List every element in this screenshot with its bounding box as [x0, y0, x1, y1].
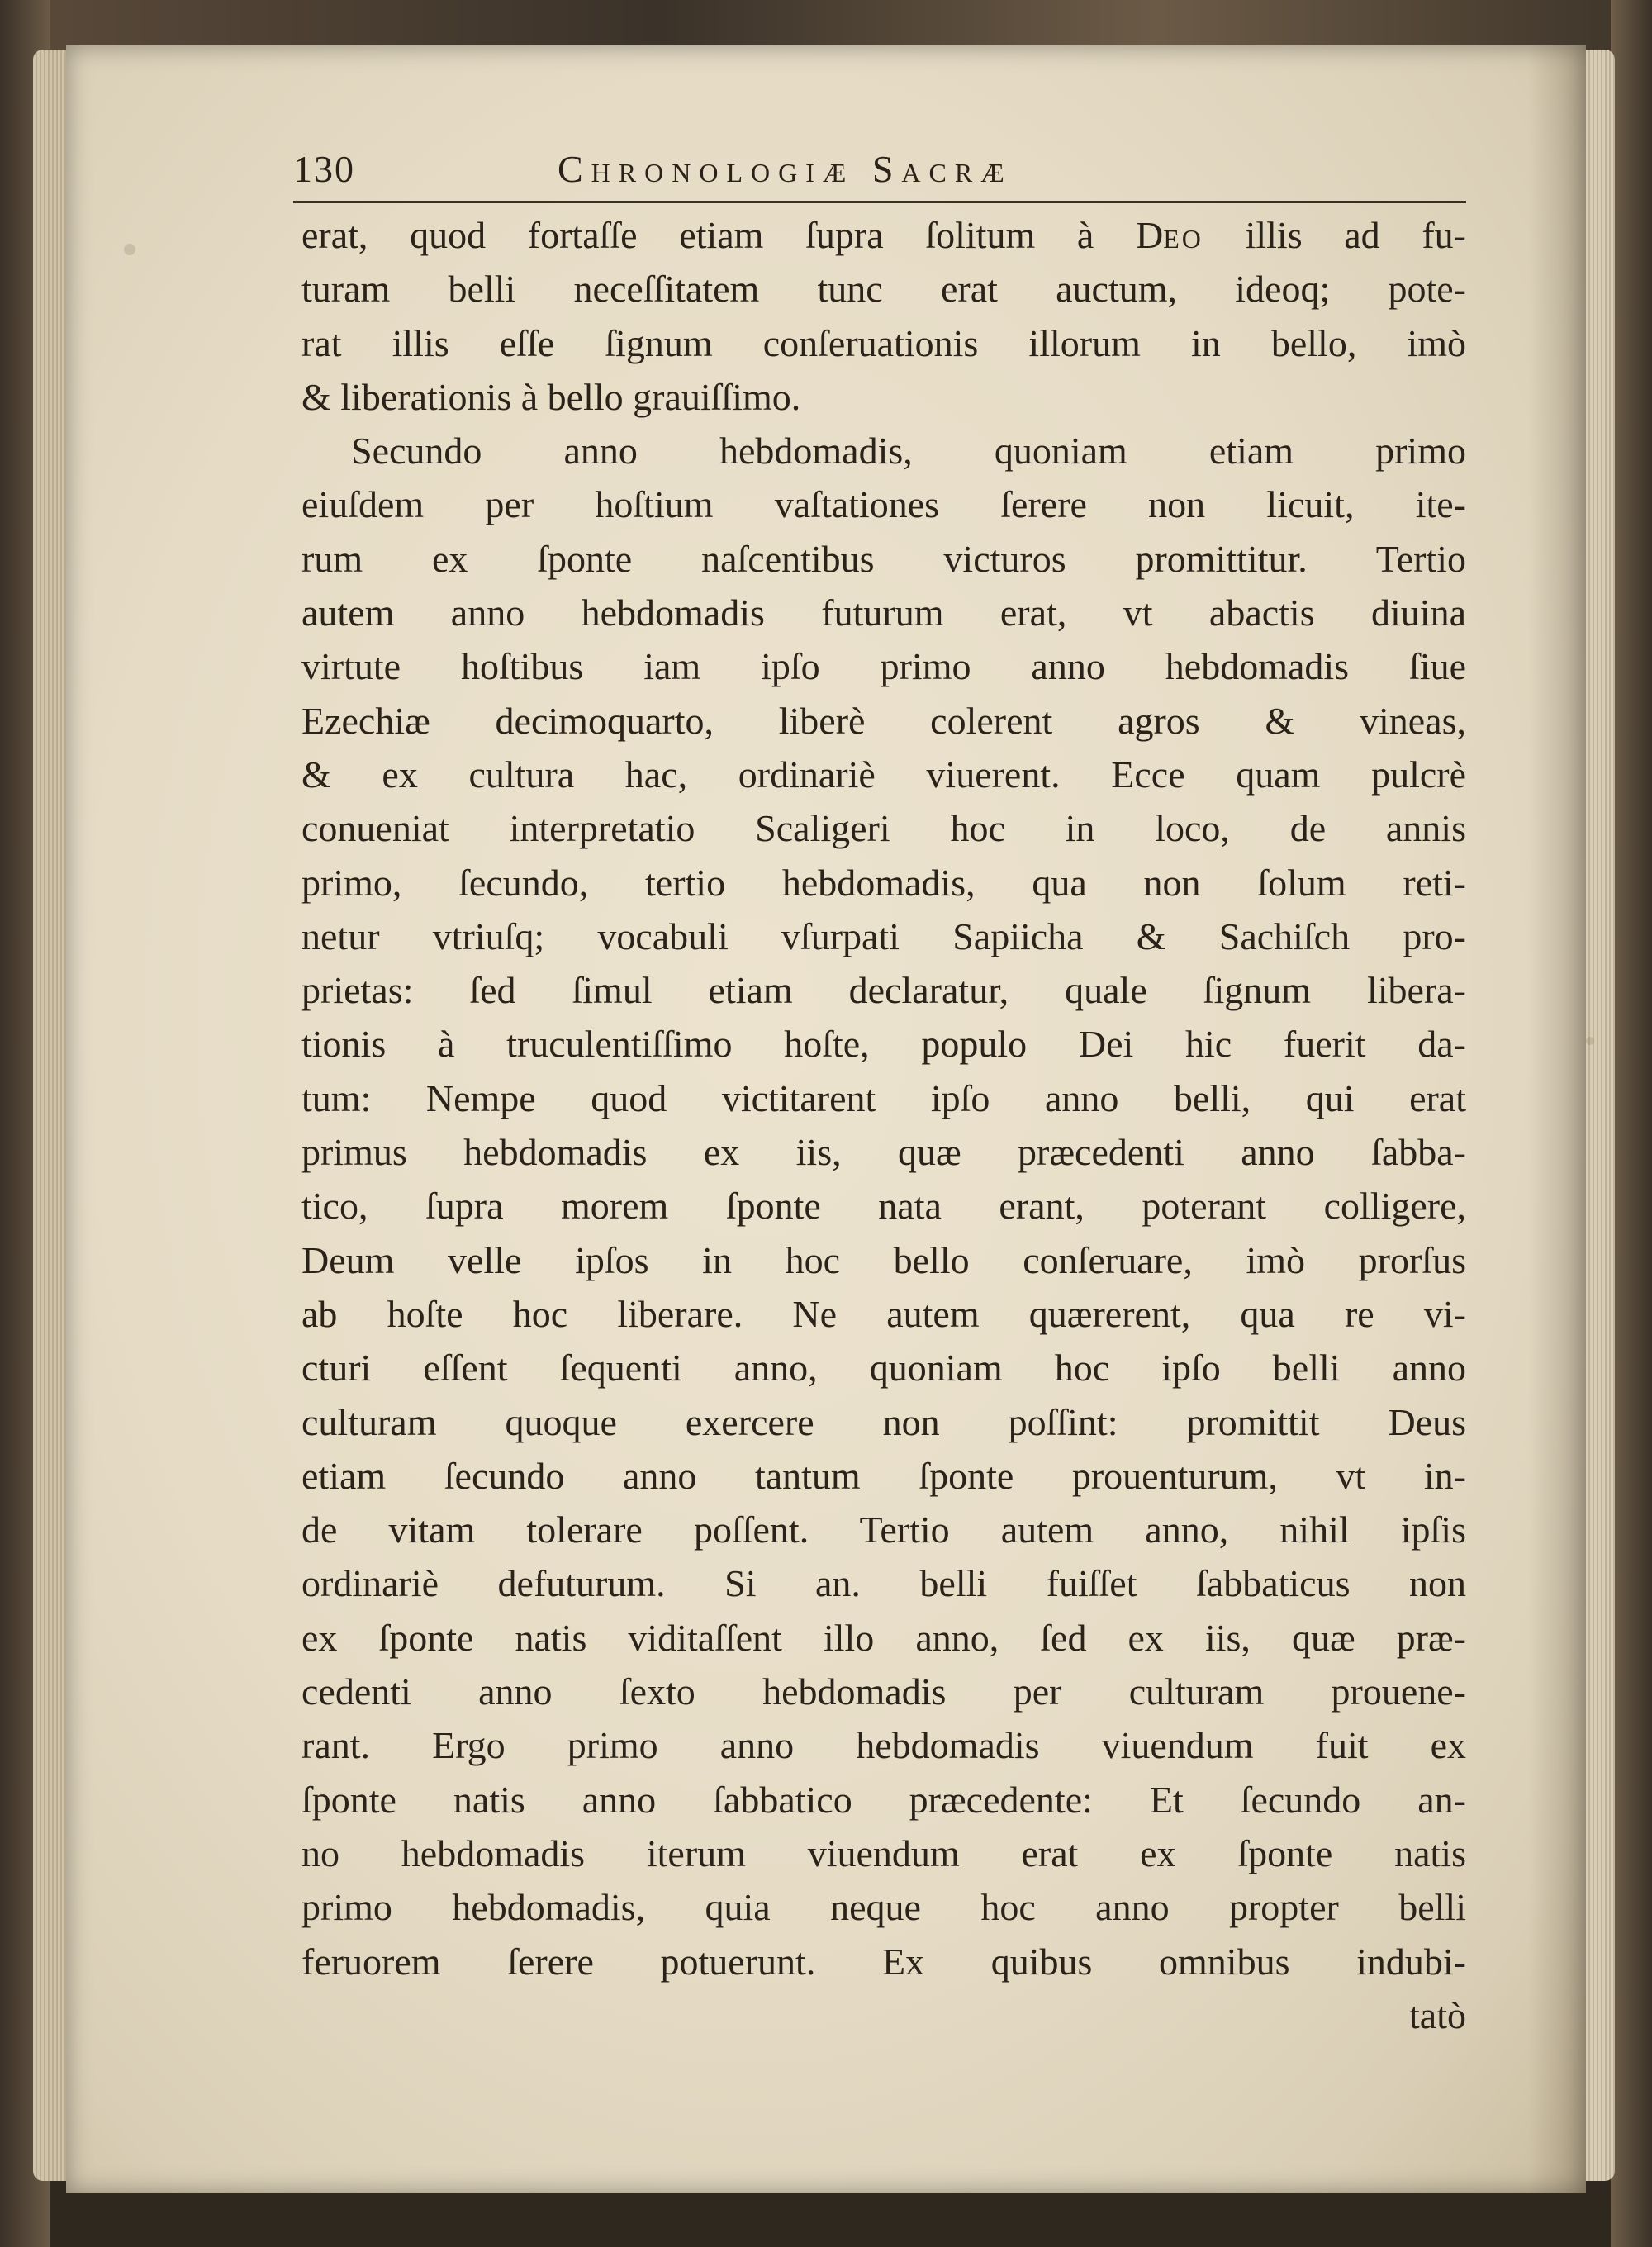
text-line-26: ordinariè defuturum. Si an. belli fuiſſet ſabbaticus non — [301, 1562, 1466, 1605]
text-line-12: conueniat interpretatio Scaligeri hoc in loco, de annis — [301, 807, 1466, 850]
text-line-18: primus hebdomadis ex iis, quæ præcedenti anno ſabba- — [301, 1131, 1466, 1174]
text-line-1: erat, quod fortaſſe etiam ſupra ſolitum à Deo illis ad fu- — [301, 214, 1466, 256]
page-header — [293, 147, 1466, 197]
text-line-22: cturi eſſent ſequenti anno, quoniam hoc ipſo belli anno — [301, 1347, 1466, 1390]
text-line-11: & ex cultura hac, ordinariè viuerent. Ecce quam pulcrè — [301, 753, 1466, 796]
text-line-6: eiuſdem per hoſtium vaſtationes ſerere non licuit, ite- — [301, 483, 1466, 526]
text-line-27: ex ſponte natis viditaſſent illo anno, ſed ex iis, quæ præ- — [301, 1616, 1466, 1659]
text-line-16: tionis à truculentiſſimo hoſte, populo Dei hic fuerit da- — [301, 1023, 1466, 1066]
text-line-21: ab hoſte hoc liberare. Ne autem quærerent, qua re vi- — [301, 1292, 1466, 1335]
text-line-3: rat illis eſſe ſignum conſeruationis illorum in bello, imò — [301, 321, 1466, 364]
text-line-14: netur vtriuſq; vocabuli vſurpati Sapiicha & Sachiſch pro- — [301, 914, 1466, 957]
text-line-8: autem anno hebdomadis futurum erat, vt abactis diuina — [301, 591, 1466, 634]
text-line-9: virtute hoſtibus iam ipſo primo anno hebdomadis ſiue — [301, 645, 1466, 688]
text-line-5: Secundo anno hebdomadis, quoniam etiam primo — [351, 430, 1466, 473]
text-line-24: etiam ſecundo anno tantum ſponte prouenturum, vt in- — [301, 1454, 1466, 1497]
text-line-32: primo hebdomadis, quia neque hoc anno propter belli — [301, 1886, 1466, 1929]
text-line-23: culturam quoque exercere non poſſint: promittit Deus — [301, 1400, 1466, 1443]
text-line-33: feruorem ſerere potuerunt. Ex quibus omnibus indubi- — [301, 1940, 1466, 1983]
paper-spot — [1586, 1037, 1594, 1045]
text-line-13: primo, ſecundo, tertio hebdomadis, qua non ſolum reti- — [301, 861, 1466, 904]
text-line-19: tico, ſupra morem ſponte nata erant, poterant colligere, — [301, 1185, 1466, 1228]
text-line-10: Ezechiæ decimoquarto, liberè colerent agros & vineas, — [301, 699, 1466, 742]
text-line-17: tum: Nempe quod victitarent ipſo anno belli, qui erat — [301, 1076, 1466, 1119]
text-line-4: & liberationis à bello grauiſſimo. — [301, 375, 801, 418]
header-rule — [293, 201, 1466, 203]
text-line-25: de vitam tolerare poſſent. Tertio autem anno, nihil ipſis — [301, 1508, 1466, 1551]
text-line-15: prietas: ſed ſimul etiam declaratur, quale ſignum libera- — [301, 969, 1466, 1012]
text-line-2: turam belli neceſſitatem tunc erat auctum, ideoq; pote- — [301, 268, 1466, 311]
book-top-edge — [0, 0, 1652, 50]
book-cover-right — [1611, 0, 1652, 2247]
text-line-29: rant. Ergo primo anno hebdomadis viuendum fuit ex — [301, 1724, 1466, 1767]
text-line-7: rum ex ſponte naſcentibus victuros promittitur. Tertio — [301, 537, 1466, 580]
gutter-shadow — [1528, 45, 1586, 2193]
catchword: tatò — [1409, 1993, 1466, 2036]
text-line-31: no hebdomadis iterum viuendum erat ex ſponte natis — [301, 1831, 1466, 1874]
paper-spot — [124, 244, 135, 255]
text-line-20: Deum velle ipſos in hoc bello conſeruare, imò prorſus — [301, 1238, 1466, 1281]
page-number: 130 — [293, 148, 355, 190]
text-line-28: cedenti anno ſexto hebdomadis per culturam prouene- — [301, 1670, 1466, 1713]
running-head: Chronologiæ Sacræ — [558, 148, 1013, 190]
body-text — [301, 208, 1466, 2042]
text-line-30: ſponte natis anno ſabbatico præcedente: Et ſecundo an- — [301, 1778, 1466, 1821]
